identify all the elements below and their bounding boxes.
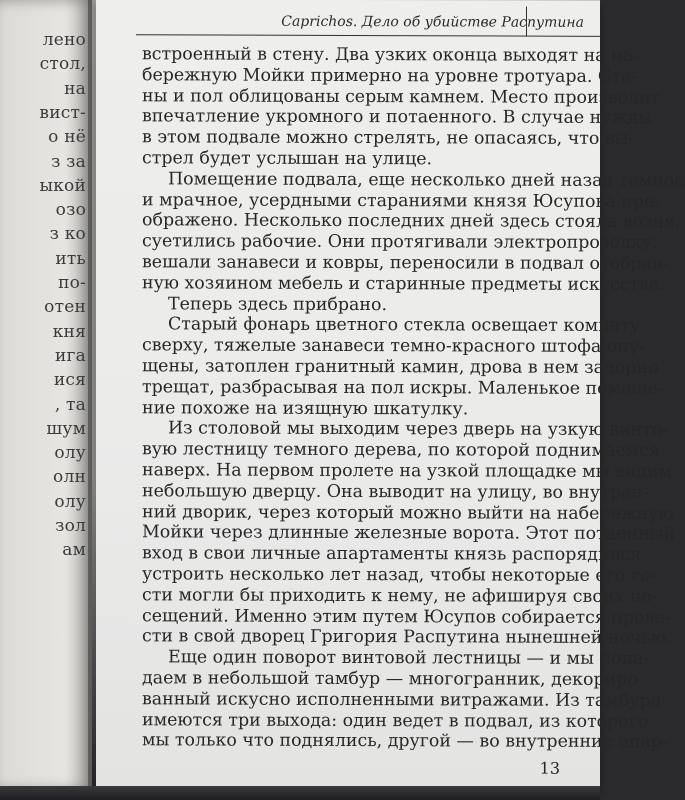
text-line: ную хозяином мебель и старинные предметы искусства. <box>142 273 665 295</box>
text-line: Еще один поворот винтовой лестницы — и мы попа- <box>168 647 650 670</box>
text-line: сверху, тяжелые занавеси темно-красного штофа опу- <box>142 335 645 358</box>
text-line: ображено. Несколько последних дней здесь стояла возня, <box>142 210 681 233</box>
text-line: сти в свой дворец Григория Распутина нынешней ночью. <box>142 626 672 649</box>
text-line: бережную Мойки примерно на уровне тротуара. Сте- <box>142 65 638 87</box>
table-edge <box>0 786 600 800</box>
left-page-fragment: кня <box>52 321 86 342</box>
left-page-fragment: олу <box>54 443 86 464</box>
text-line: ний дворик, через который можно выйти на набережную <box>142 501 674 524</box>
left-page-fragment: ам <box>62 540 86 561</box>
text-line: стрел будет услышан на улице. <box>142 148 433 170</box>
body-text <box>142 44 685 753</box>
left-page-fragment: о нё <box>48 127 86 148</box>
text-line: имеются три выхода: один ведет в подвал, из которого <box>142 709 649 732</box>
left-page-fragment: по- <box>58 273 86 293</box>
left-page-fragment: ыкой <box>39 175 86 196</box>
left-page-fragment: олу <box>54 491 86 512</box>
left-page-fragment: на <box>64 78 86 99</box>
left-page-fragment: олн <box>53 467 86 488</box>
left-page-fragment: вист- <box>39 102 86 123</box>
text-line: в этом подвале можно стрелять, не опасаясь, что вы- <box>142 127 635 150</box>
left-page-fragment: лено <box>42 30 86 50</box>
text-line: Теперь здесь прибрано. <box>168 293 387 315</box>
left-page-fragment: з за <box>51 151 86 172</box>
text-line: и мрачное, усердными стараниями князя Юсупова пре- <box>142 189 661 212</box>
text-line: щены, затоплен гранитный камин, дрова в нем задорно <box>142 356 659 379</box>
left-page-fragment: ига <box>55 345 86 366</box>
text-line: наверх. На первом пролете на узкой площадке мы видим <box>142 460 673 483</box>
left-page-fragment: , та <box>54 394 86 415</box>
left-page-fragment: з ко <box>49 224 86 245</box>
text-line: мы только что поднялись, другой — во внутренние апар- <box>142 730 668 753</box>
text-line: сти могли бы приходить к нему, не афишируя своих по- <box>142 584 658 607</box>
text-line: суетились рабочие. Они протягивали электропроводку, <box>142 231 658 254</box>
left-page-fragment: ися <box>53 370 86 391</box>
text-line: вую лестницу темного дерева, по которой поднимаемся <box>142 439 660 462</box>
text-line: впечатление укромного и потаенного. В случае нужды <box>142 106 653 129</box>
text-line: Старый фонарь цветного стекла освещает комнату <box>168 314 641 337</box>
left-facing-page <box>0 0 92 790</box>
text-line: устроить несколько лет назад, чтобы некоторые его го- <box>142 564 657 586</box>
header-rule <box>136 34 600 37</box>
text-line: ванный искусно исполненными витражами. Из тамбура <box>142 688 661 711</box>
left-page-fragment: стол, <box>39 54 86 75</box>
text-line: ние похоже на изящную шкатулку. <box>142 397 469 419</box>
text-line: Помещение подвала, еще несколько дней назад темное <box>168 169 685 191</box>
running-head: Caprichos. Дело об убийстве Распутина <box>281 13 584 31</box>
text-line: трещат, разбрасывая на пол искры. Маленькое помеще- <box>142 377 664 399</box>
left-page-fragment: шум <box>46 418 86 439</box>
text-line: Мойки через длинные железные ворота. Этот потаенный <box>142 522 676 545</box>
left-page-fragment: ить <box>55 248 86 269</box>
text-line: небольшую дверцу. Она выводит на улицу, во внутрен- <box>142 481 649 503</box>
text-line: ны и пол облицованы серым камнем. Место производит <box>142 85 661 108</box>
text-line: Из столовой мы выходим через дверь на узкую винто- <box>168 418 669 441</box>
text-line: вешали занавеси и ковры, переносили в подвал отобран- <box>142 252 670 275</box>
left-page-fragment: отен <box>44 297 86 318</box>
text-line: вход в свои личные апартаменты князь распорядился <box>142 543 642 566</box>
left-page-fragment: зол <box>55 516 86 536</box>
text-line: сещений. Именно этим путем Юсупов собирается прове- <box>142 605 671 628</box>
left-page-fragment: озо <box>55 200 86 221</box>
text-line: встроенный в стену. Два узких оконца выходят на на- <box>142 44 639 67</box>
book-page <box>96 0 685 789</box>
text-line: даем в небольшой тамбур — многогранник, декориро- <box>142 668 644 690</box>
page-number: 13 <box>539 758 560 778</box>
